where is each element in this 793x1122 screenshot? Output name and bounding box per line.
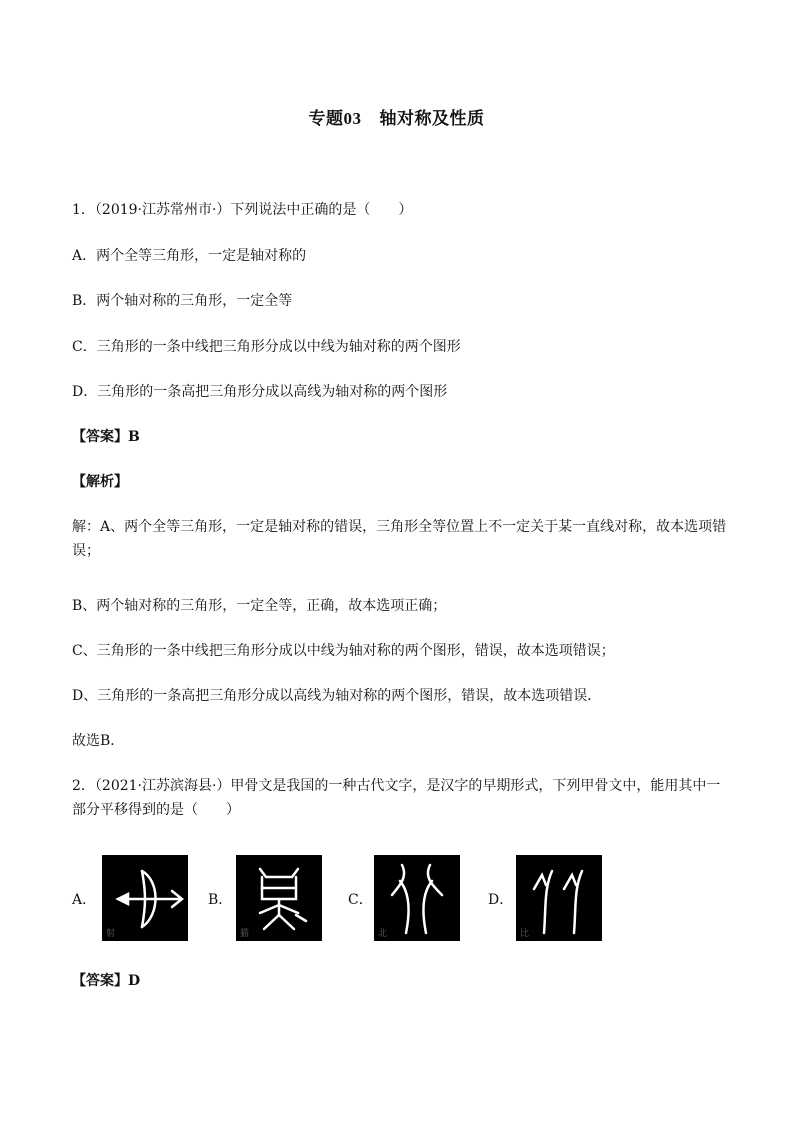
q1-option-a: A．两个全等三角形，一定是轴对称的 <box>72 248 307 264</box>
q2-stem: 2．（2021·江苏滨海县·）甲骨文是我国的一种古代文字，是汉字的早期形式，下列甲骨文中，能用其中一部分平移得到的是（ ） <box>72 778 721 818</box>
q1-option-c: C．三角形的一条中线把三角形分成以中线为轴对称的两个图形 <box>72 339 461 355</box>
q2-option-d-label: D． <box>488 892 514 908</box>
q1-answer: 【答案】B <box>72 429 140 445</box>
q1-analysis-d: D、三角形的一条高把三角形分成以高线为轴对称的两个图形，错误，故本选项错误． <box>72 688 602 704</box>
q2-option-c-caption: 北 <box>378 929 388 939</box>
q1-analysis-c: C、三角形的一条中线把三角形分成以中线为轴对称的两个图形，错误，故本选项错误； <box>72 643 615 659</box>
q1-conclusion: 故选B． <box>72 733 125 749</box>
q1-analysis-a: 解：A、两个全等三角形，一定是轴对称的错误，三角形全等位置上不一定关于某一直线对称，故本选项错误； <box>72 519 727 559</box>
q2-option-b-caption: 猫 <box>240 929 250 939</box>
q1-analysis-b: B、两个轴对称的三角形，一定全等，正确，故本选项正确； <box>72 598 447 614</box>
q2-option-d-caption: 比 <box>520 929 530 939</box>
q1-option-b: B．两个轴对称的三角形，一定全等 <box>72 293 293 309</box>
q2-answer: 【答案】D <box>72 973 141 989</box>
q1-analysis-label: 【解析】 <box>72 474 128 490</box>
q2-option-a-caption: 射 <box>106 929 116 939</box>
page-title <box>0 104 793 129</box>
oracle-glyph-bei-icon <box>374 855 460 941</box>
q2-option-b-label: B． <box>208 892 233 908</box>
oracle-glyph-mao-icon <box>236 855 322 941</box>
q1-stem: 1．（2019·江苏常州市·）下列说法中正确的是（ ） <box>72 202 413 218</box>
title-text: 轴对称及性质 <box>379 109 485 129</box>
q2-option-a-label: A． <box>72 892 97 908</box>
oracle-glyph-she-icon <box>102 855 188 941</box>
q2-option-c-label: C． <box>348 892 373 908</box>
title-prefix: 专题03 <box>308 109 362 128</box>
q2-options <box>72 855 692 945</box>
oracle-glyph-bi-icon <box>516 855 602 941</box>
q1-option-d: D．三角形的一条高把三角形分成以高线为轴对称的两个图形 <box>72 384 448 400</box>
